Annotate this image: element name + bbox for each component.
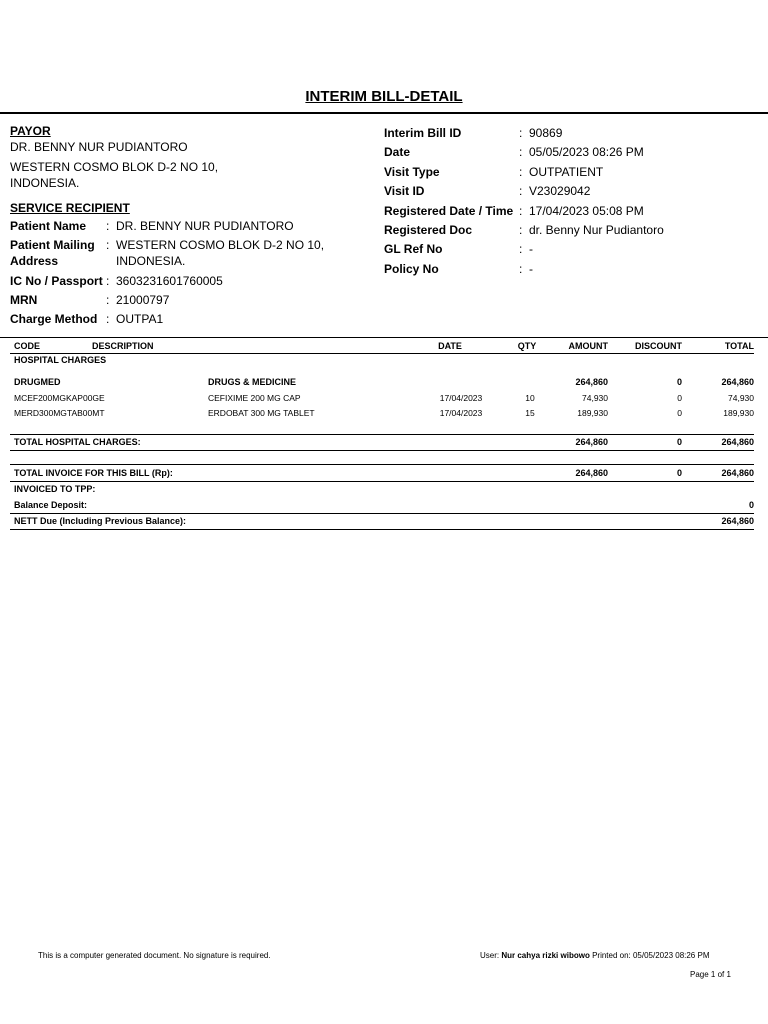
- col-header-qty: QTY: [517, 341, 537, 351]
- table-row-description: ERDOBAT 300 MG TABLET: [208, 408, 315, 418]
- mailing-address-value-line2: INDONESIA.: [116, 254, 186, 268]
- footer-note: This is a computer generated document. No signature is required.: [38, 951, 271, 960]
- footer-user-label: User:: [480, 951, 500, 960]
- gl-ref-no-label: GL Ref No: [384, 242, 443, 256]
- visit-type-label: Visit Type: [384, 165, 440, 179]
- group-code: DRUGMED: [14, 377, 61, 387]
- footer-printed-on: Printed on: 05/05/2023 08:26 PM: [592, 951, 710, 960]
- colon: :: [106, 219, 110, 233]
- section-hospital-charges: HOSPITAL CHARGES: [14, 355, 107, 365]
- date-label: Date: [384, 145, 411, 159]
- footer-print-info: [480, 951, 709, 960]
- payor-address-line1: WESTERN COSMO BLOK D-2 NO 10,: [10, 160, 219, 174]
- total-hospital-label: TOTAL HOSPITAL CHARGES:: [14, 437, 141, 447]
- patient-name-label: Patient Name: [10, 219, 87, 233]
- charge-method-value: OUTPA1: [116, 312, 164, 326]
- table-row-total: 189,930: [723, 408, 754, 418]
- colon: :: [106, 293, 110, 307]
- col-header-description: DESCRIPTION: [92, 341, 154, 351]
- group-discount: 0: [676, 377, 682, 387]
- patient-name-value: DR. BENNY NUR PUDIANTORO: [116, 219, 294, 233]
- total-invoice-discount: 0: [676, 468, 682, 478]
- total-invoice-bottom-rule: [10, 481, 754, 482]
- table-row-qty: 15: [525, 408, 535, 418]
- interim-bill-id-label: Interim Bill ID: [384, 126, 462, 140]
- colon: :: [519, 242, 523, 256]
- group-amount: 264,860: [575, 377, 608, 387]
- visit-type-value: OUTPATIENT: [529, 165, 604, 179]
- payor-heading: PAYOR: [10, 124, 51, 138]
- total-hospital-top-rule: [10, 434, 754, 435]
- table-row-discount: 0: [677, 393, 682, 403]
- registered-date-label: Registered Date / Time: [384, 204, 514, 218]
- mailing-address-label: Patient Mailing: [10, 238, 95, 252]
- gl-ref-no-value: -: [529, 242, 533, 256]
- colon: :: [519, 126, 523, 140]
- mailing-address-value: WESTERN COSMO BLOK D-2 NO 10,: [116, 238, 325, 252]
- total-invoice-amount: 264,860: [575, 468, 608, 478]
- total-invoice-label: TOTAL INVOICE FOR THIS BILL (Rp):: [14, 468, 173, 478]
- colon: :: [519, 262, 523, 276]
- nett-due-top-rule: [10, 513, 754, 514]
- page-total: 1: [726, 970, 731, 979]
- page-of: of: [717, 970, 725, 979]
- page-label: Page 1: [690, 970, 716, 979]
- mrn-value: 21000797: [116, 293, 170, 307]
- registered-doc-value: dr. Benny Nur Pudiantoro: [529, 223, 664, 237]
- table-row-qty: 10: [525, 393, 535, 403]
- group-total: 264,860: [721, 377, 754, 387]
- table-row-code: MCEF200MGKAP00GE: [14, 393, 105, 403]
- registered-date-value: 17/04/2023 05:08 PM: [529, 204, 644, 218]
- nett-due-bottom-rule: [10, 529, 754, 530]
- table-row-description: CEFIXIME 200 MG CAP: [208, 393, 301, 403]
- payor-name: DR. BENNY NUR PUDIANTORO: [10, 140, 188, 154]
- header-divider: [0, 112, 768, 114]
- page-number: [690, 970, 731, 979]
- colon: :: [519, 223, 523, 237]
- ic-passport-value: 3603231601760005: [116, 274, 223, 288]
- ic-passport-label: IC No / Passport: [10, 274, 103, 288]
- table-row-discount: 0: [677, 408, 682, 418]
- col-header-amount: AMOUNT: [568, 341, 608, 351]
- col-header-date: DATE: [438, 341, 462, 351]
- colon: :: [106, 274, 110, 288]
- colon: :: [519, 184, 523, 198]
- col-header-code: CODE: [14, 341, 41, 351]
- col-header-discount: DISCOUNT: [635, 341, 682, 351]
- group-description: DRUGS & MEDICINE: [208, 377, 297, 387]
- interim-bill-id-value: 90869: [529, 126, 563, 140]
- page-title: INTERIM BILL-DETAIL: [305, 88, 463, 105]
- colon: :: [519, 145, 523, 159]
- nett-due-label: NETT Due (Including Previous Balance):: [14, 516, 187, 526]
- invoiced-tpp-label: INVOICED TO TPP:: [14, 484, 96, 494]
- visit-id-value: V23029042: [529, 184, 591, 198]
- colon: :: [106, 312, 110, 326]
- table-row-date: 17/04/2023: [439, 393, 483, 403]
- table-row-date: 17/04/2023: [439, 408, 483, 418]
- table-row-amount: 189,930: [577, 408, 608, 418]
- colon: :: [106, 238, 110, 252]
- charge-method-label: Charge Method: [10, 312, 98, 326]
- mrn-label: MRN: [10, 293, 38, 307]
- mailing-address-label-line2: Address: [10, 254, 59, 268]
- visit-id-label: Visit ID: [384, 184, 425, 198]
- colon: :: [519, 165, 523, 179]
- colon: :: [519, 204, 523, 218]
- table-row-amount: 74,930: [582, 393, 608, 403]
- balance-deposit-label: Balance Deposit:: [14, 500, 88, 510]
- total-hospital-discount: 0: [676, 437, 682, 447]
- total-hospital-amount: 264,860: [575, 437, 608, 447]
- header-underline: [10, 353, 754, 354]
- nett-due-total: 264,860: [721, 516, 754, 526]
- col-header-total: TOTAL: [724, 341, 754, 351]
- recipient-heading: SERVICE RECIPIENT: [10, 201, 130, 215]
- total-invoice-top-rule: [10, 464, 754, 465]
- table-row-total: 74,930: [728, 393, 754, 403]
- policy-no-value: -: [529, 262, 533, 276]
- balance-deposit-total: 0: [748, 500, 754, 510]
- total-hospital-total: 264,860: [721, 437, 754, 447]
- registered-doc-label: Registered Doc: [384, 223, 473, 237]
- table-top-divider: [0, 337, 768, 338]
- footer-user-name: Nur cahya rizki wibowo: [501, 951, 590, 960]
- table-row-code: MERD300MGTAB00MT: [14, 408, 105, 418]
- policy-no-label: Policy No: [384, 262, 439, 276]
- date-value: 05/05/2023 08:26 PM: [529, 145, 644, 159]
- total-invoice-total: 264,860: [721, 468, 754, 478]
- total-hospital-bottom-rule: [10, 450, 754, 451]
- payor-address-line2: INDONESIA.: [10, 176, 80, 190]
